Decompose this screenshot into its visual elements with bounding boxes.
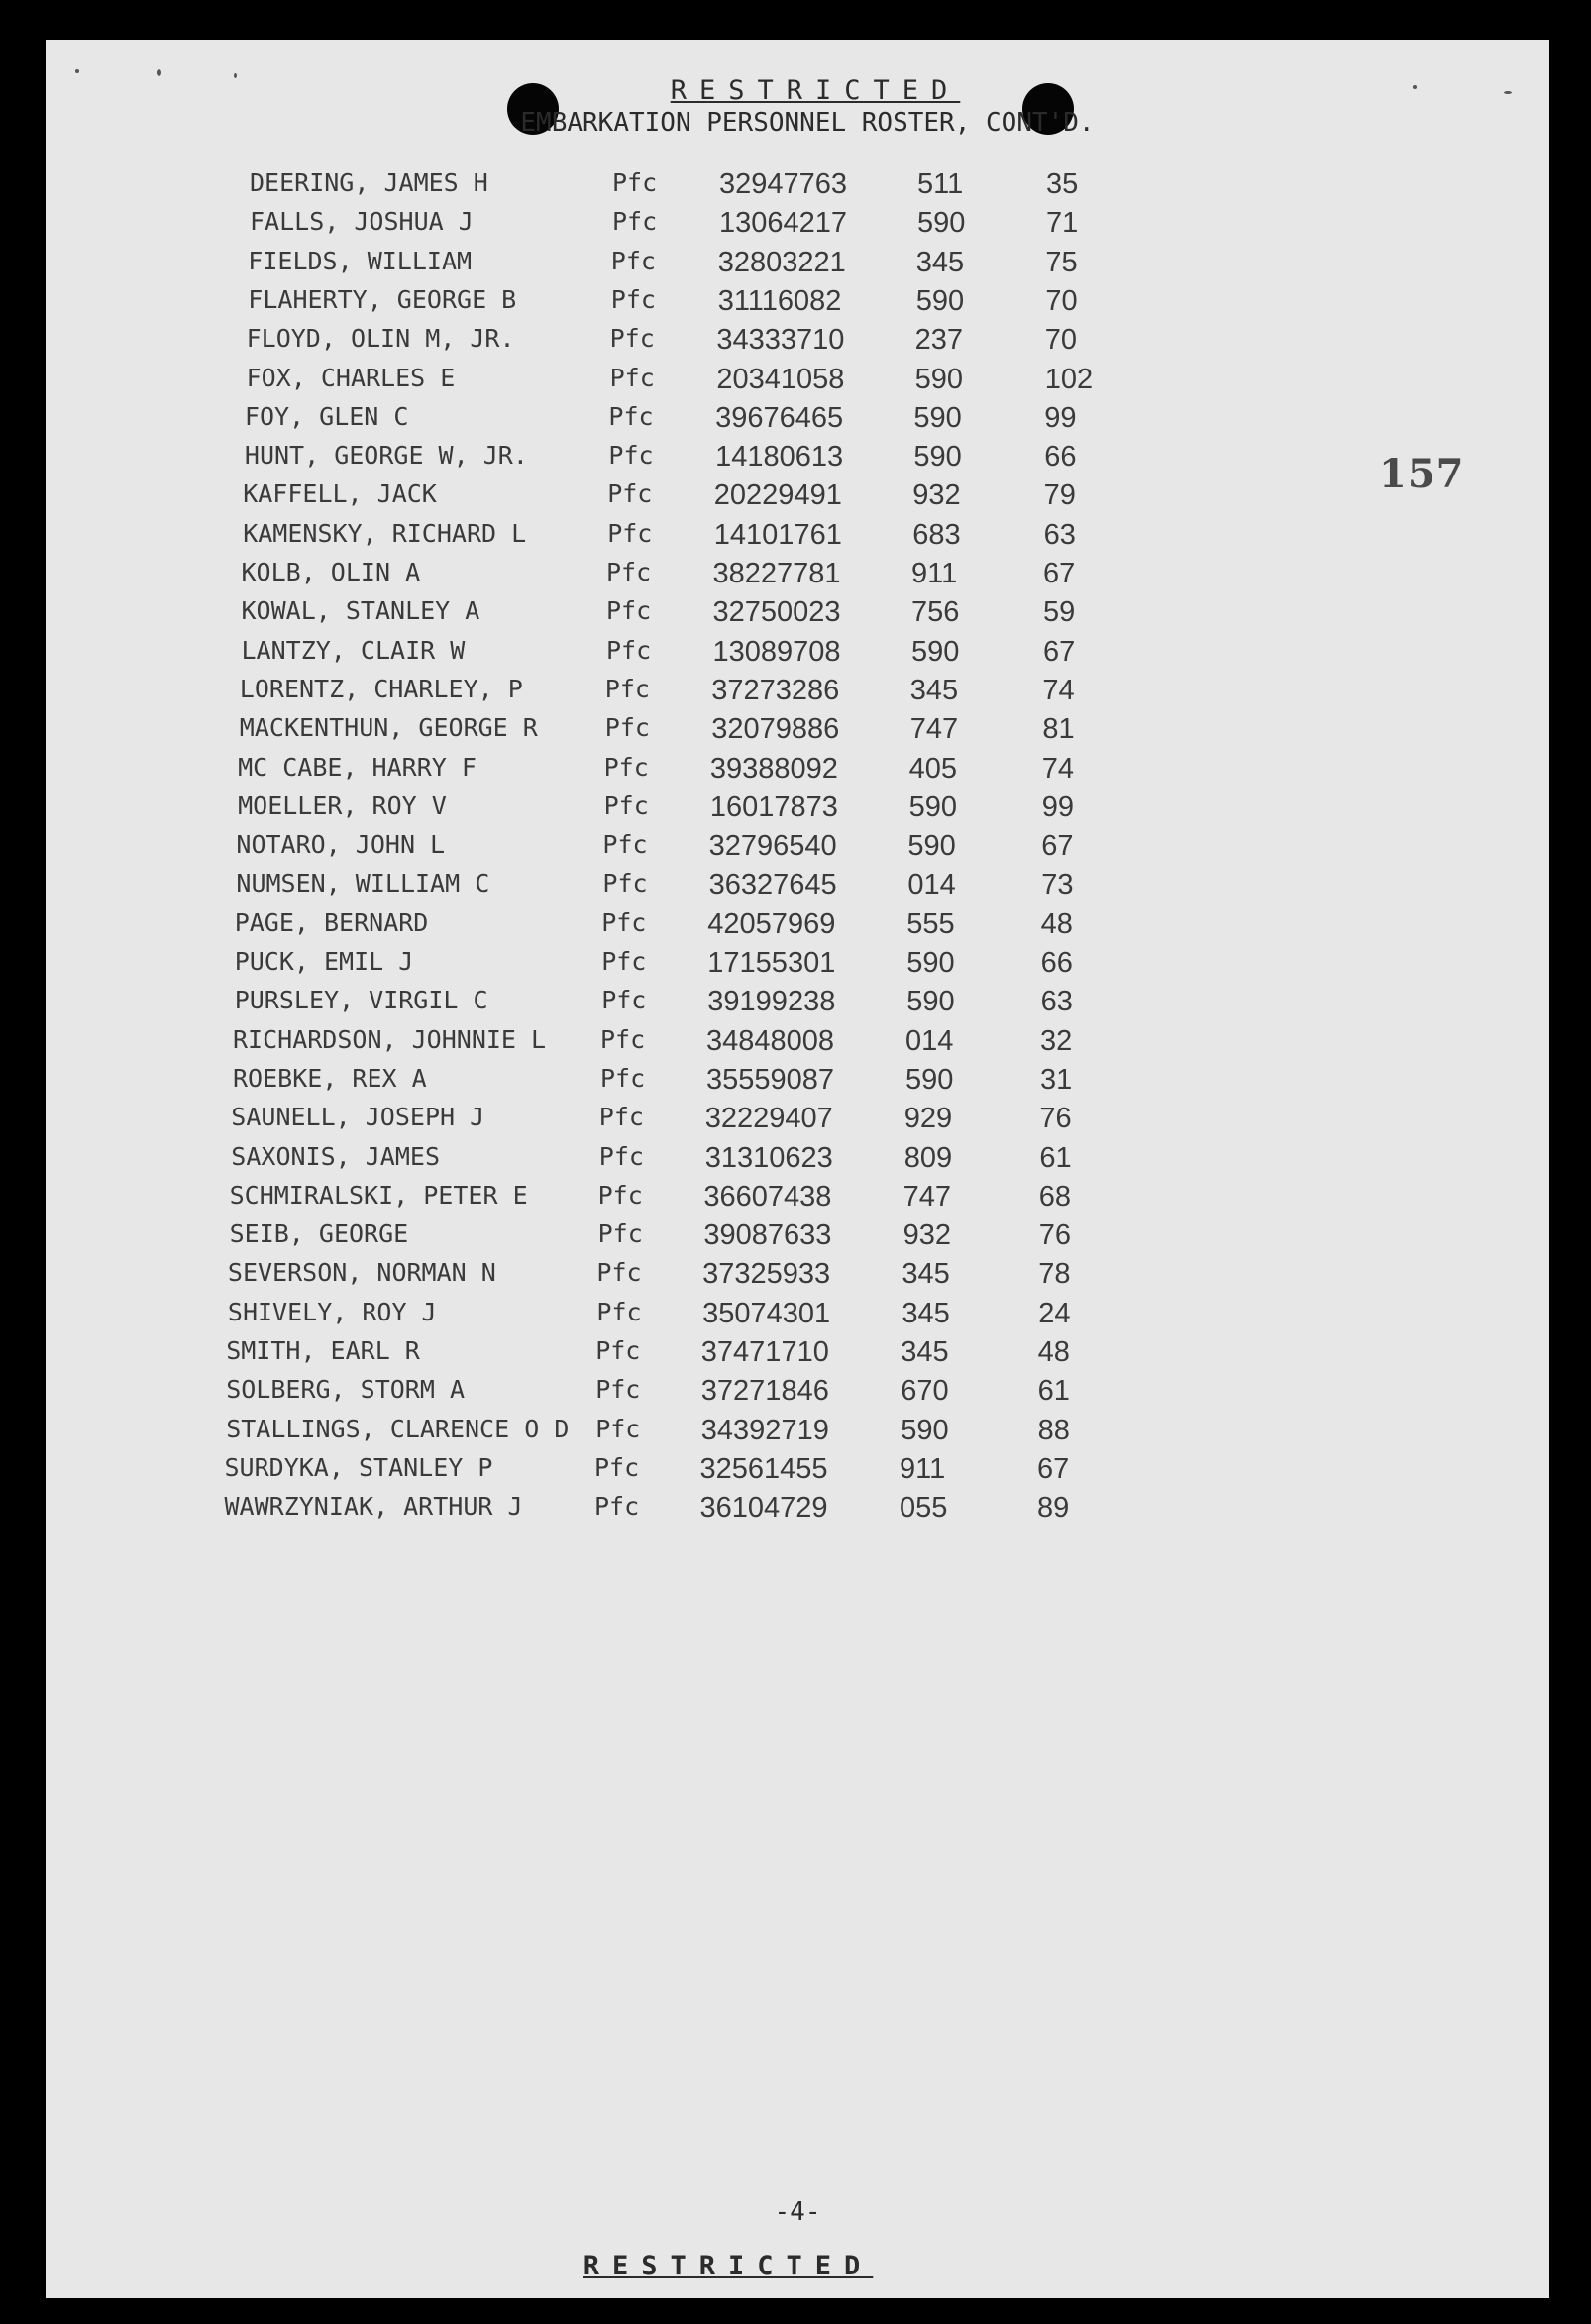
cell-serial-number: 32229407 [704, 1103, 833, 1135]
cell-name: KAFFELL, JACK [243, 479, 437, 509]
cell-serial-number: 14101761 [713, 518, 842, 551]
cell-grade: Pfc [596, 1258, 642, 1288]
cell-mos: 590 [915, 284, 965, 317]
cell-serial-number: 37271846 [700, 1375, 829, 1408]
cell-grade: Pfc [610, 284, 656, 314]
cell-score: 74 [1042, 674, 1075, 706]
cell-name: KAMENSKY, RICHARD L [243, 518, 527, 548]
cell-serial-number: 13064217 [719, 207, 848, 240]
table-row [46, 402, 1549, 442]
table-row [46, 1219, 1549, 1259]
cell-name: SHIVELY, ROY J [227, 1297, 437, 1326]
table-row [46, 675, 1549, 714]
cell-score: 68 [1038, 1180, 1072, 1213]
cell-mos: 809 [903, 1141, 953, 1174]
cell-score: 66 [1040, 947, 1073, 979]
table-row [46, 324, 1549, 364]
cell-grade: Pfc [610, 246, 656, 275]
cell-score: 79 [1043, 479, 1076, 512]
cell-name: FALLS, JOSHUA J [250, 207, 474, 237]
cell-mos: 683 [912, 518, 961, 551]
cell-serial-number: 39087633 [703, 1219, 832, 1252]
cell-name: HUNT, GEORGE W, JR. [244, 441, 528, 471]
cell-grade: Pfc [612, 168, 658, 197]
cell-name: SMITH, EARL R [226, 1336, 420, 1365]
table-row [46, 1258, 1549, 1298]
cell-grade: Pfc [598, 1141, 644, 1171]
table-row [46, 636, 1549, 676]
cell-name: SAUNELL, JOSEPH J [231, 1103, 485, 1132]
cell-mos: 345 [902, 1258, 950, 1291]
cell-name: PUCK, EMIL J [234, 947, 414, 976]
cell-serial-number: 32803221 [717, 246, 846, 278]
cell-grade: Pfc [597, 1219, 643, 1249]
table-row [46, 1492, 1549, 1532]
cell-mos: 590 [905, 1063, 954, 1096]
cell-name: MC CABE, HARRY F [238, 752, 477, 782]
cell-score: 70 [1045, 284, 1078, 317]
cell-mos: 747 [909, 713, 959, 746]
cell-name: KOLB, OLIN A [241, 558, 421, 586]
cell-mos: 590 [917, 207, 966, 240]
margin-page-number: 157 [1379, 451, 1465, 497]
cell-name: SEVERSON, NORMAN N [227, 1258, 496, 1288]
cell-score: 73 [1041, 869, 1074, 901]
cell-serial-number: 34392719 [700, 1414, 829, 1446]
table-row [46, 947, 1549, 987]
cell-score: 63 [1040, 986, 1073, 1018]
cell-serial-number: 34848008 [706, 1024, 835, 1057]
cell-name: FOX, CHARLES E [246, 363, 456, 392]
cell-grade: Pfc [600, 1024, 646, 1054]
cell-serial-number: 39388092 [709, 752, 838, 785]
cell-serial-number: 14180613 [715, 441, 844, 474]
cell-grade: Pfc [600, 1063, 646, 1093]
cell-name: LANTZY, CLAIR W [241, 635, 466, 665]
cell-score: 63 [1043, 518, 1076, 551]
table-row [46, 558, 1549, 597]
cell-name: FOY, GLEN C [244, 401, 409, 431]
cell-score: 88 [1037, 1414, 1070, 1446]
cell-mos: 590 [906, 947, 955, 979]
cell-grade: Pfc [601, 947, 647, 976]
cell-grade: Pfc [602, 830, 648, 860]
cell-serial-number: 20229491 [713, 479, 842, 512]
cell-serial-number: 32750023 [712, 596, 841, 629]
cell-name: NOTARO, JOHN L [236, 830, 446, 860]
table-row [46, 1103, 1549, 1142]
cell-score: 74 [1041, 752, 1075, 785]
table-row [46, 1336, 1549, 1376]
cell-name: SEIB, GEORGE [229, 1219, 409, 1249]
table-row [46, 364, 1549, 403]
cell-score: 78 [1038, 1258, 1071, 1291]
classification-footer: RESTRICTED [583, 2251, 874, 2281]
cell-serial-number: 37471710 [700, 1336, 829, 1368]
table-row [46, 207, 1549, 247]
cell-serial-number: 31116082 [717, 284, 842, 317]
cell-grade: Pfc [602, 869, 648, 898]
cell-serial-number: 20341058 [716, 363, 845, 395]
table-row [46, 1298, 1549, 1337]
cell-name: NUMSEN, WILLIAM C [236, 869, 490, 898]
cell-score: 61 [1039, 1141, 1072, 1174]
cell-mos: 590 [911, 635, 960, 668]
cell-score: 67 [1041, 830, 1074, 863]
table-row [46, 1415, 1549, 1454]
cell-name: MOELLER, ROY V [238, 791, 447, 820]
cell-grade: Pfc [606, 558, 652, 586]
cell-grade: Pfc [606, 596, 652, 626]
table-row [46, 908, 1549, 948]
cell-score: 102 [1044, 363, 1094, 395]
cell-mos: 590 [906, 986, 955, 1018]
cell-score: 24 [1038, 1297, 1071, 1329]
roster-title: EMBARKATION PERSONNEL ROSTER, CONT'D. [520, 108, 1095, 138]
cell-mos: 345 [902, 1297, 950, 1329]
page-number: -4- [774, 2197, 821, 2227]
cell-serial-number: 36607438 [703, 1180, 832, 1213]
cell-mos: 590 [908, 791, 957, 823]
cell-name: DEERING, JAMES H [250, 168, 488, 197]
cell-score: 75 [1045, 246, 1078, 278]
cell-name: SOLBERG, STORM A [226, 1375, 466, 1405]
cell-serial-number: 32079886 [711, 713, 840, 746]
cell-mos: 590 [914, 363, 963, 395]
cell-grade: Pfc [597, 1180, 643, 1210]
cell-serial-number: 39199238 [707, 986, 836, 1018]
cell-score: 99 [1044, 401, 1077, 434]
table-row [46, 1375, 1549, 1415]
cell-score: 67 [1043, 635, 1076, 668]
cell-serial-number: 36327645 [708, 869, 837, 901]
table-row [46, 168, 1549, 208]
cell-grade: Pfc [607, 518, 653, 548]
cell-name: KOWAL, STANLEY A [241, 596, 480, 626]
cell-serial-number: 16017873 [709, 791, 838, 823]
cell-mos: 747 [902, 1180, 951, 1213]
cell-mos: 014 [907, 869, 956, 901]
table-row [46, 1142, 1549, 1182]
table-row [46, 1453, 1549, 1493]
cell-score: 32 [1040, 1024, 1073, 1057]
cell-serial-number: 37273286 [711, 674, 840, 706]
cell-grade: Pfc [601, 986, 647, 1015]
cell-mos: 911 [911, 558, 958, 589]
cell-grade: Pfc [609, 324, 655, 354]
cell-serial-number: 17155301 [707, 947, 836, 979]
cell-name: FIELDS, WILLIAM [248, 246, 473, 275]
cell-grade: Pfc [603, 752, 649, 782]
cell-name: WAWRZYNIAK, ARTHUR J [224, 1492, 523, 1522]
table-row [46, 247, 1549, 286]
cell-serial-number: 32561455 [699, 1452, 828, 1485]
cell-name: RICHARDSON, JOHNNIE L [233, 1024, 547, 1054]
cell-name: SAXONIS, JAMES [231, 1141, 441, 1171]
cell-serial-number: 36104729 [699, 1492, 828, 1525]
cell-score: 76 [1038, 1219, 1072, 1252]
cell-mos: 014 [905, 1024, 954, 1057]
cell-mos: 932 [902, 1219, 951, 1252]
cell-score: 61 [1037, 1375, 1070, 1408]
cell-serial-number: 42057969 [707, 907, 836, 940]
cell-score: 35 [1046, 168, 1079, 200]
cell-score: 71 [1046, 207, 1079, 240]
cell-mos: 590 [901, 1414, 949, 1446]
cell-score: 31 [1040, 1063, 1073, 1096]
cell-name: MACKENTHUN, GEORGE R [239, 713, 538, 743]
cell-mos: 345 [909, 674, 959, 706]
table-row [46, 713, 1549, 753]
document-page [46, 40, 1549, 2298]
cell-mos: 590 [913, 401, 962, 434]
cell-mos: 405 [908, 752, 957, 785]
table-row [46, 1181, 1549, 1220]
cell-serial-number: 39676465 [715, 401, 844, 434]
cell-grade: Pfc [603, 791, 649, 820]
cell-grade: Pfc [604, 674, 650, 703]
cell-name: PURSLEY, VIRGIL C [234, 986, 488, 1015]
cell-grade: Pfc [595, 1414, 641, 1443]
table-row [46, 1064, 1549, 1104]
cell-name: ROEBKE, REX A [233, 1063, 427, 1093]
cell-mos: 932 [912, 479, 961, 512]
cell-mos: 911 [900, 1452, 946, 1485]
cell-serial-number: 34333710 [716, 324, 845, 357]
cell-name: FLAHERTY, GEORGE B [248, 284, 517, 314]
cell-name: FLOYD, OLIN M, JR. [246, 324, 515, 354]
cell-serial-number: 38227781 [712, 558, 841, 589]
cell-grade: Pfc [608, 441, 654, 471]
table-row [46, 1025, 1549, 1065]
cell-serial-number: 35074301 [702, 1297, 831, 1329]
cell-grade: Pfc [612, 207, 658, 237]
roster-table [46, 40, 1549, 2298]
cell-serial-number: 13089708 [712, 635, 841, 668]
cell-mos: 345 [915, 246, 965, 278]
table-row [46, 830, 1549, 870]
cell-name: PAGE, BERNARD [234, 907, 429, 937]
cell-serial-number: 31310623 [704, 1141, 833, 1174]
classification-header: RESTRICTED [670, 75, 961, 106]
cell-grade: Pfc [604, 713, 650, 743]
cell-score: 99 [1041, 791, 1075, 823]
cell-mos: 590 [913, 441, 962, 474]
table-row [46, 479, 1549, 519]
cell-name: SURDYKA, STANLEY P [224, 1452, 493, 1482]
cell-score: 48 [1040, 907, 1073, 940]
cell-score: 70 [1044, 324, 1078, 357]
cell-mos: 511 [917, 168, 964, 200]
cell-serial-number: 37325933 [702, 1258, 831, 1291]
cell-serial-number: 35559087 [706, 1063, 835, 1096]
table-row [46, 441, 1549, 480]
cell-grade: Pfc [595, 1375, 641, 1405]
cell-score: 76 [1039, 1103, 1072, 1135]
cell-grade: Pfc [607, 479, 653, 509]
cell-mos: 929 [903, 1103, 953, 1135]
cell-serial-number: 32796540 [708, 830, 837, 863]
cell-score: 59 [1043, 596, 1076, 629]
cell-name: STALLINGS, CLARENCE O D [226, 1414, 570, 1443]
table-row [46, 753, 1549, 792]
table-row [46, 792, 1549, 831]
cell-score: 67 [1043, 558, 1076, 589]
cell-mos: 756 [911, 596, 960, 629]
cell-mos: 670 [901, 1375, 949, 1408]
cell-mos: 555 [906, 907, 955, 940]
cell-score: 67 [1037, 1452, 1070, 1485]
cell-name: SCHMIRALSKI, PETER E [229, 1180, 528, 1210]
cell-grade: Pfc [606, 635, 652, 665]
cell-score: 81 [1042, 713, 1075, 746]
cell-name: LORENTZ, CHARLEY, P [239, 674, 523, 703]
cell-mos: 345 [901, 1336, 949, 1368]
cell-grade: Pfc [601, 907, 647, 937]
cell-grade: Pfc [609, 363, 655, 392]
cell-grade: Pfc [594, 1452, 640, 1482]
table-row [46, 986, 1549, 1025]
cell-serial-number: 32947763 [719, 168, 848, 200]
cell-grade: Pfc [594, 1492, 640, 1522]
cell-score: 48 [1037, 1336, 1070, 1368]
cell-grade: Pfc [598, 1103, 644, 1132]
table-row [46, 596, 1549, 636]
cell-grade: Pfc [595, 1336, 641, 1365]
cell-grade: Pfc [608, 401, 654, 431]
table-row [46, 869, 1549, 908]
cell-mos: 237 [914, 324, 963, 357]
cell-score: 89 [1037, 1492, 1070, 1525]
cell-mos: 055 [900, 1492, 948, 1525]
cell-mos: 590 [907, 830, 956, 863]
cell-grade: Pfc [596, 1297, 642, 1326]
cell-score: 66 [1044, 441, 1077, 474]
table-row [46, 285, 1549, 325]
table-row [46, 519, 1549, 559]
